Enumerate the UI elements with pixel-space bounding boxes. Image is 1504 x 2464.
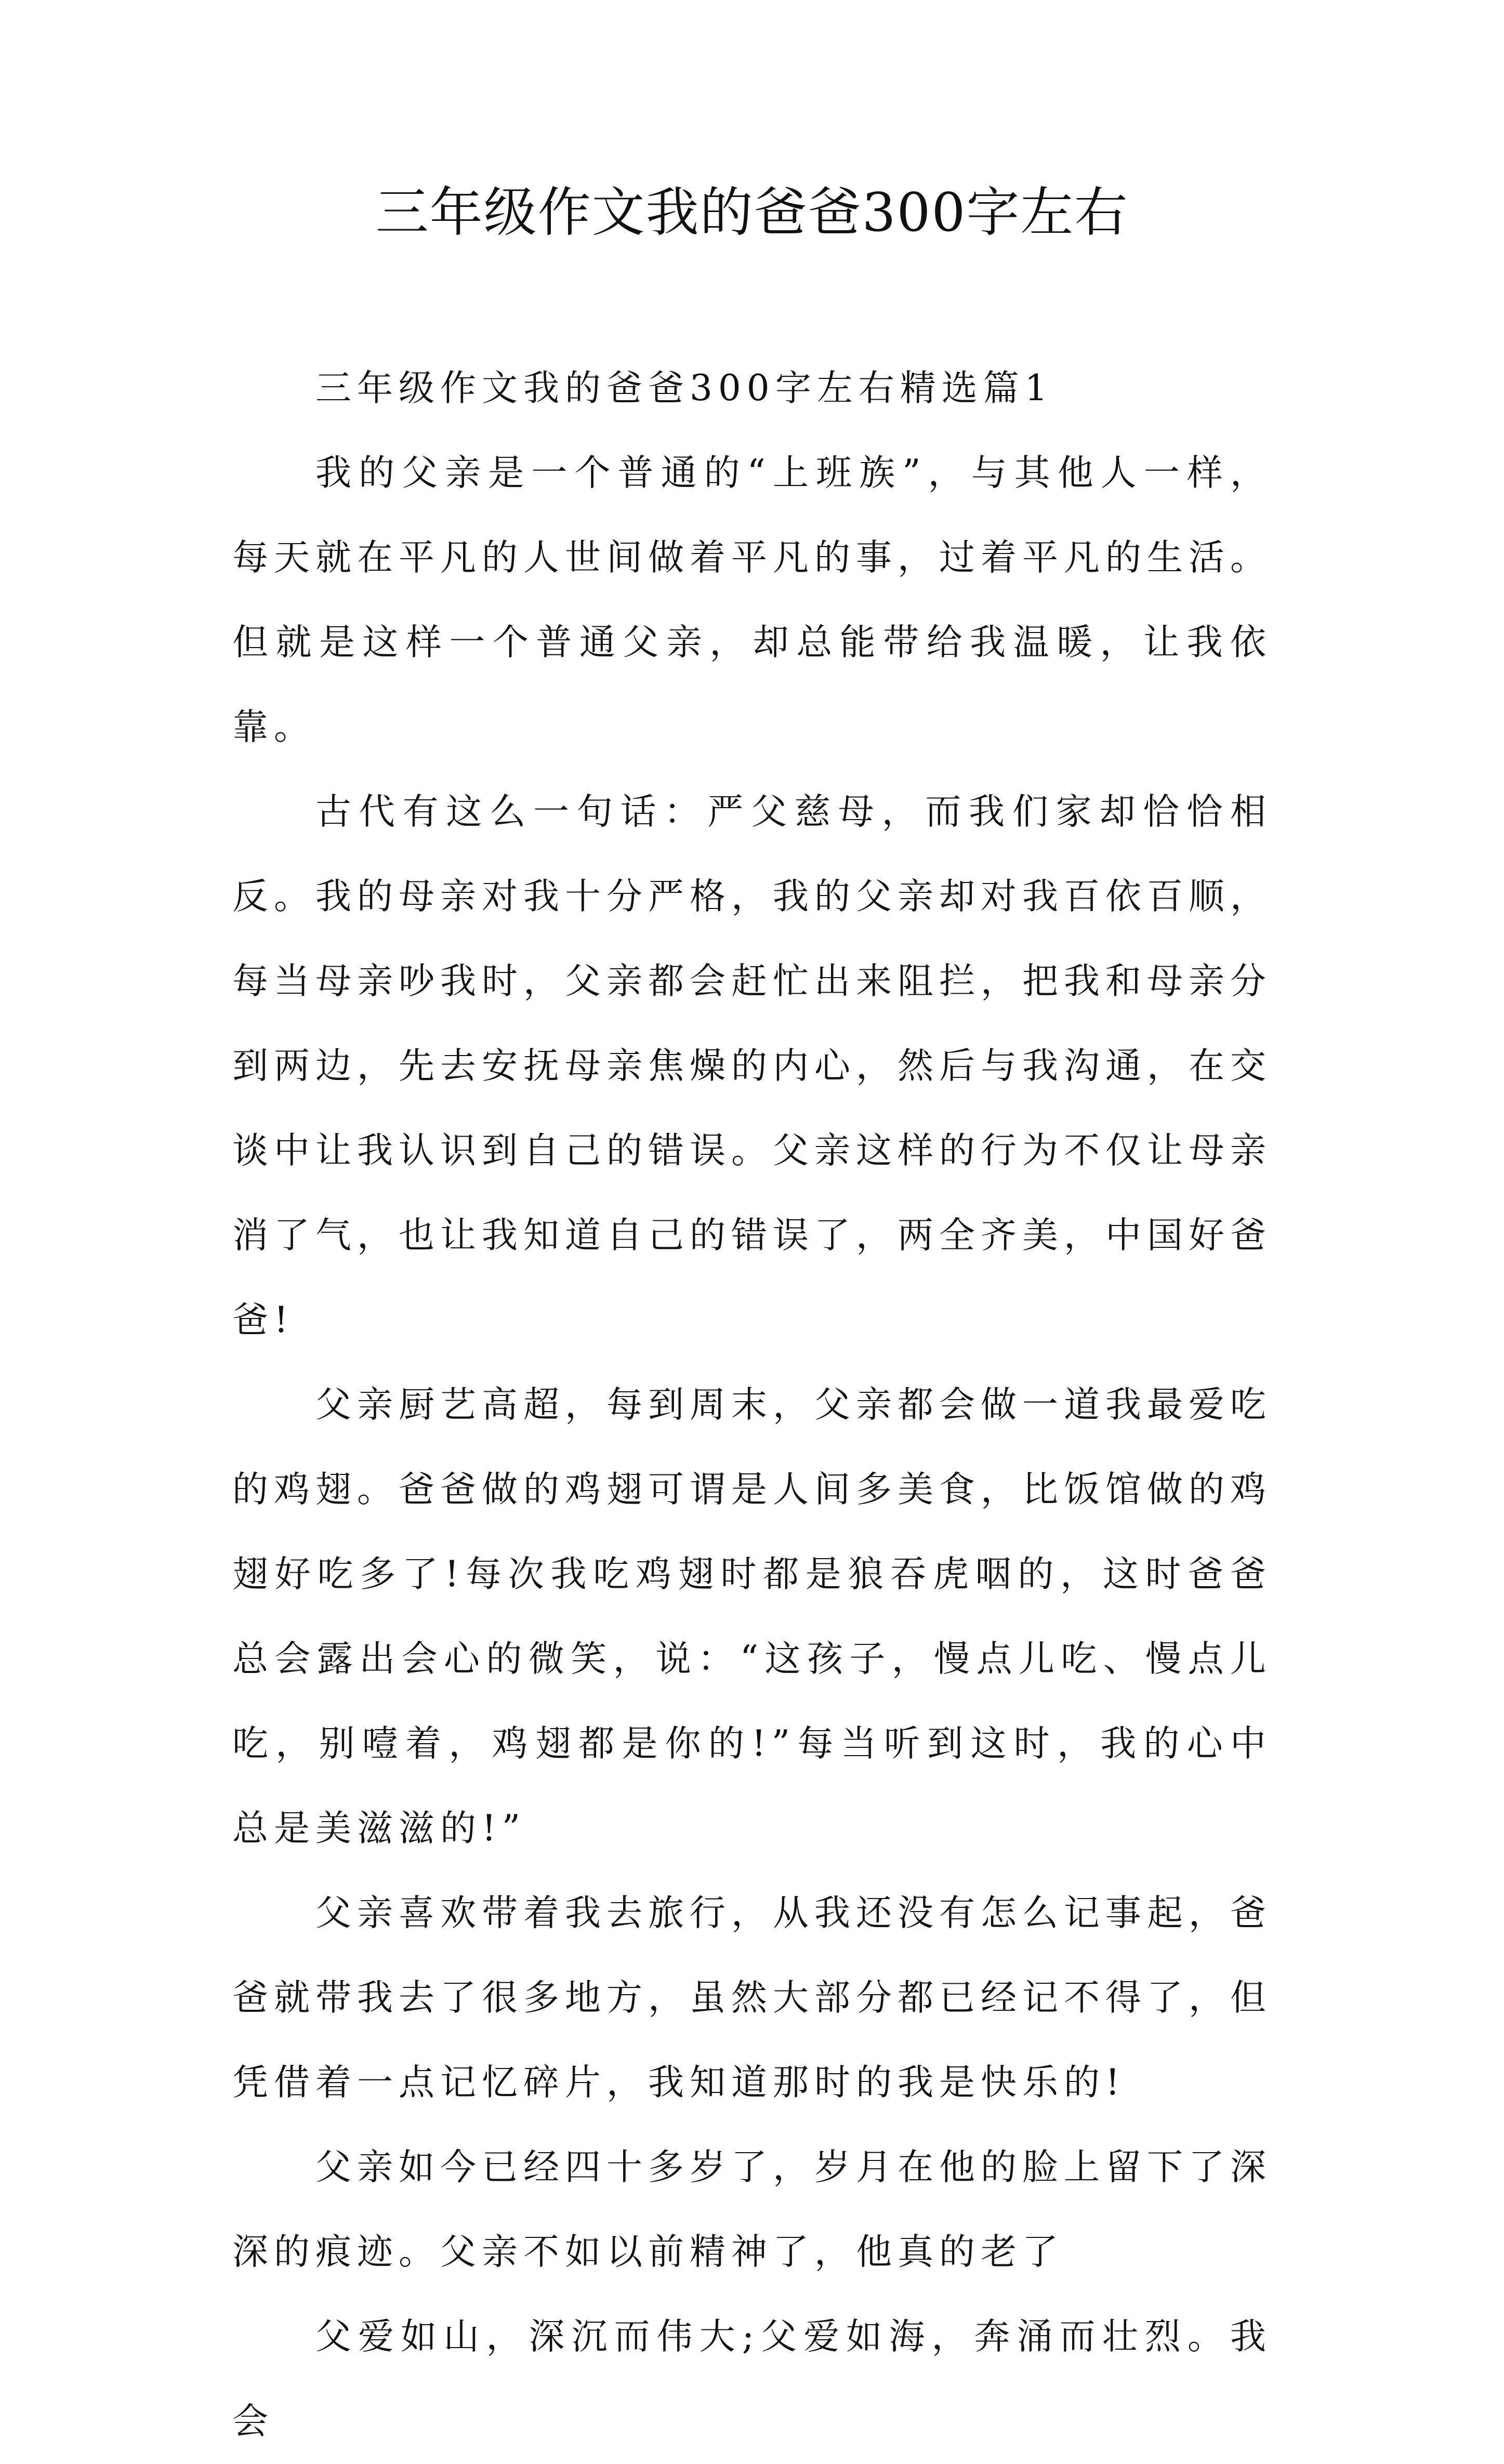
paragraph: 我的父亲是一个普通的“上班族”，与其他人一样，每天就在平凡的人世间做着平凡的事，过着平凡的生活。但就是这样一个普通父亲，却总能带给我温暖，让我依靠。 (232, 452, 1272, 748)
paragraph-subtitle: 三年级作文我的爸爸300字左右精选篇1 (315, 367, 1053, 409)
paragraph: 父亲如今已经四十多岁了，岁月在他的脸上留下了深深的痕迹。父亲不如以前精神了，他真的老了 (232, 2146, 1272, 2273)
document-body (232, 346, 1272, 2464)
paragraph: 父爱如山，深沉而伟大;父爱如海，奔涌而壮烈。我会 (232, 2316, 1272, 2442)
paragraph: 古代有这么一句话：严父慈母，而我们家却恰恰相反。我的母亲对我十分严格，我的父亲却对我百依百顺，每当母亲吵我时，父亲都会赶忙出来阻拦，把我和母亲分到两边，先去安抚母亲焦燥的内心，然后与我沟通，在交谈中让我认识到自己的错误。父亲这样的行为不仅让母亲消了气，也让我知道自己的错误了，两全齐美，中国好爸爸! (232, 791, 1272, 1341)
paragraph: 父亲厨艺高超，每到周末，父亲都会做一道我最爱吃的鸡翅。爸爸做的鸡翅可谓是人间多美食，比饭馆做的鸡翅好吃多了!每次我吃鸡翅时都是狼吞虎咽的，这时爸爸总会露出会心的微笑，说：“这孩子，慢点儿吃、慢点儿吃，别噎着，鸡翅都是你的!”每当听到这时，我的心中总是美滋滋的!” (232, 1384, 1272, 1849)
paragraph: 父亲喜欢带着我去旅行，从我还没有怎么记事起，爸爸就带我去了很多地方，虽然大部分都已经记不得了，但凭借着一点记忆碎片，我知道那时的我是快乐的! (232, 1892, 1272, 2103)
document-title: 三年级作文我的爸爸300字左右 (375, 182, 1129, 244)
